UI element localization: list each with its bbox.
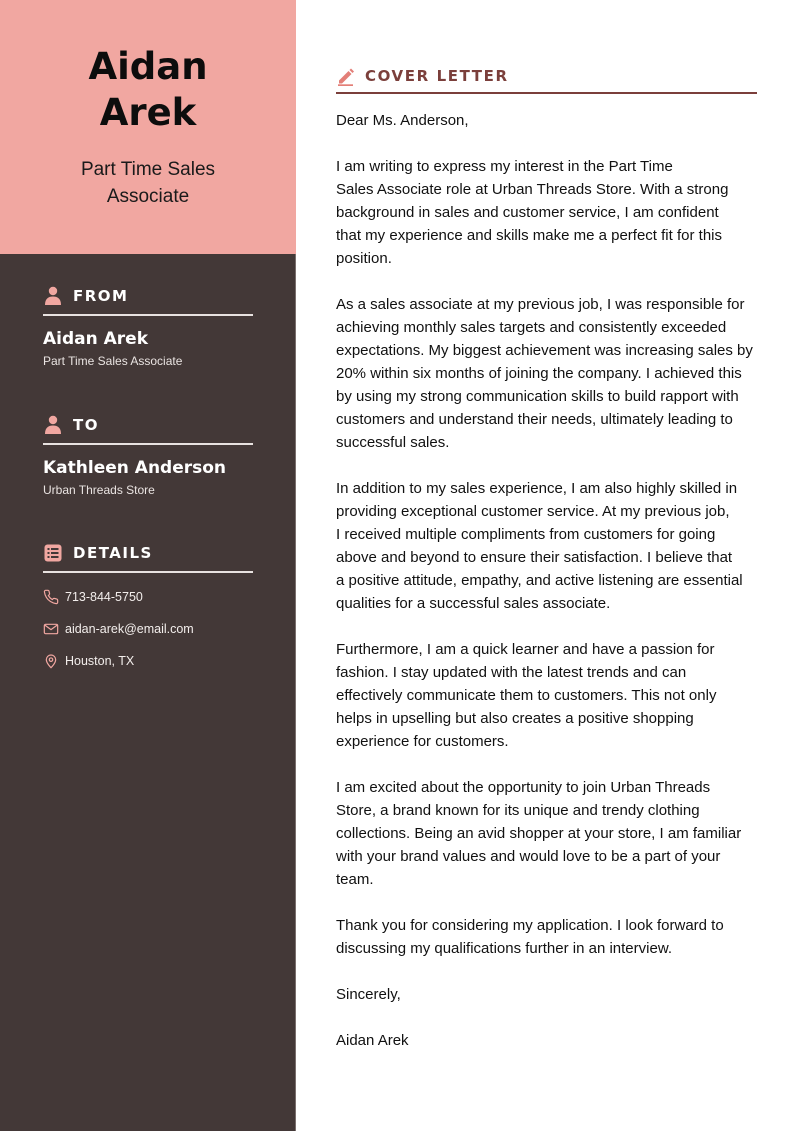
cover-letter-heading	[336, 60, 757, 94]
paragraph-line: with your brand values and would love to be a part of your	[336, 848, 721, 865]
name-line: Aidan	[88, 45, 208, 88]
paragraph-line: As a sales associate at my previous job, I was responsible for	[336, 296, 745, 313]
details-label: DETAILS	[73, 544, 153, 562]
paragraph-line: achieving monthly sales targets and consistently exceeded	[336, 319, 727, 336]
name-header	[0, 0, 296, 254]
letter-paragraph	[336, 293, 757, 454]
paragraph-line: experience for customers.	[336, 733, 509, 750]
paragraph-line: discussing my qualifications further in an interview.	[336, 940, 672, 957]
to-section	[43, 413, 253, 498]
paragraph-line: effectively communicate them to customers. This not only	[336, 687, 717, 704]
phone-row	[43, 587, 253, 607]
signature: Aidan Arek	[336, 1032, 409, 1049]
title-line: Part Time Sales	[80, 159, 216, 180]
person-icon	[43, 286, 63, 306]
envelope-icon	[43, 621, 59, 637]
pencil-icon	[336, 66, 356, 86]
paragraph-line: helps in upselling but also creates a positive shopping	[336, 710, 694, 727]
location-row	[43, 651, 253, 671]
closing: Sincerely,	[336, 986, 401, 1003]
from-section	[43, 284, 253, 369]
person-icon	[43, 415, 63, 435]
letter-paragraph	[336, 155, 757, 270]
from-label: FROM	[73, 287, 129, 305]
letter-paragraph	[336, 776, 757, 891]
to-label: TO	[73, 416, 99, 434]
paragraph-line: that my experience and skills make me a perfect fit for this	[336, 227, 722, 244]
greeting: Dear Ms. Anderson,	[336, 112, 469, 129]
cover-letter-title: COVER LETTER	[365, 67, 509, 85]
sidebar	[0, 0, 296, 1131]
sender-title: Part Time Sales Associate	[43, 354, 183, 368]
letter-paragraph	[336, 638, 757, 753]
paragraph-line: team.	[336, 871, 374, 888]
details-section	[43, 541, 253, 671]
letter-paragraph	[336, 477, 757, 615]
paragraph-line: expectations. My biggest achievement was increasing sales by	[336, 342, 753, 359]
letter-paragraph	[336, 914, 757, 960]
paragraph-line: fashion. I stay updated with the latest trends and can	[336, 664, 687, 681]
paragraph-line: I received multiple compliments from customers for going	[336, 526, 716, 543]
email-row	[43, 619, 253, 639]
map-pin-icon	[43, 653, 59, 669]
paragraph-line: by using my strong communication skills to build rapport with	[336, 388, 739, 405]
paragraph-line: customers and understand their needs, ultimately leading to	[336, 411, 733, 428]
name-line: Arek	[99, 91, 197, 134]
letter-body	[336, 109, 757, 1052]
paragraph-line: 20% within six months of joining the company. I achieved this	[336, 365, 742, 382]
paragraph-line: successful sales.	[336, 434, 450, 451]
paragraph-line: In addition to my sales experience, I am also highly skilled in	[336, 480, 738, 497]
list-icon	[43, 543, 63, 563]
paragraph-line: providing exceptional customer service. At my previous job,	[336, 503, 730, 520]
paragraph-line: a positive attitude, empathy, and active listening are essential	[336, 572, 743, 589]
sender-name: Aidan Arek	[43, 329, 149, 349]
cover-letter	[336, 60, 757, 1075]
paragraph-line: I am excited about the opportunity to join Urban Threads	[336, 779, 711, 796]
to-heading	[43, 413, 253, 445]
from-heading	[43, 284, 253, 316]
paragraph-line: qualities for a successful sales associate.	[336, 595, 611, 612]
phone-icon	[43, 589, 59, 605]
email-address[interactable]: aidan-arek@email.com	[65, 622, 194, 636]
details-heading	[43, 541, 253, 573]
paragraph-line: Furthermore, I am a quick learner and have a passion for	[336, 641, 715, 658]
recipient-company: Urban Threads Store	[43, 483, 155, 497]
paragraph-line: background in sales and customer service, I am confident	[336, 204, 719, 221]
paragraph-line: position.	[336, 250, 392, 267]
location: Houston, TX	[65, 654, 135, 668]
title-line: Associate	[106, 186, 190, 207]
paragraph-line: Store, a brand known for its unique and trendy clothing	[336, 802, 700, 819]
paragraph-line: collections. Being an avid shopper at your store, I am familiar	[336, 825, 742, 842]
phone-number[interactable]: 713-844-5750	[65, 590, 143, 604]
paragraph-line: Thank you for considering my application. I look forward to	[336, 917, 724, 934]
applicant-name	[0, 44, 296, 136]
recipient-name: Kathleen Anderson	[43, 458, 227, 478]
paragraph-line: above and beyond to ensure their satisfaction. I believe that	[336, 549, 733, 566]
paragraph-line: Sales Associate role at Urban Threads Store. With a strong	[336, 181, 729, 198]
applicant-title	[0, 156, 296, 210]
paragraph-line: I am writing to express my interest in the Part Time	[336, 158, 673, 175]
